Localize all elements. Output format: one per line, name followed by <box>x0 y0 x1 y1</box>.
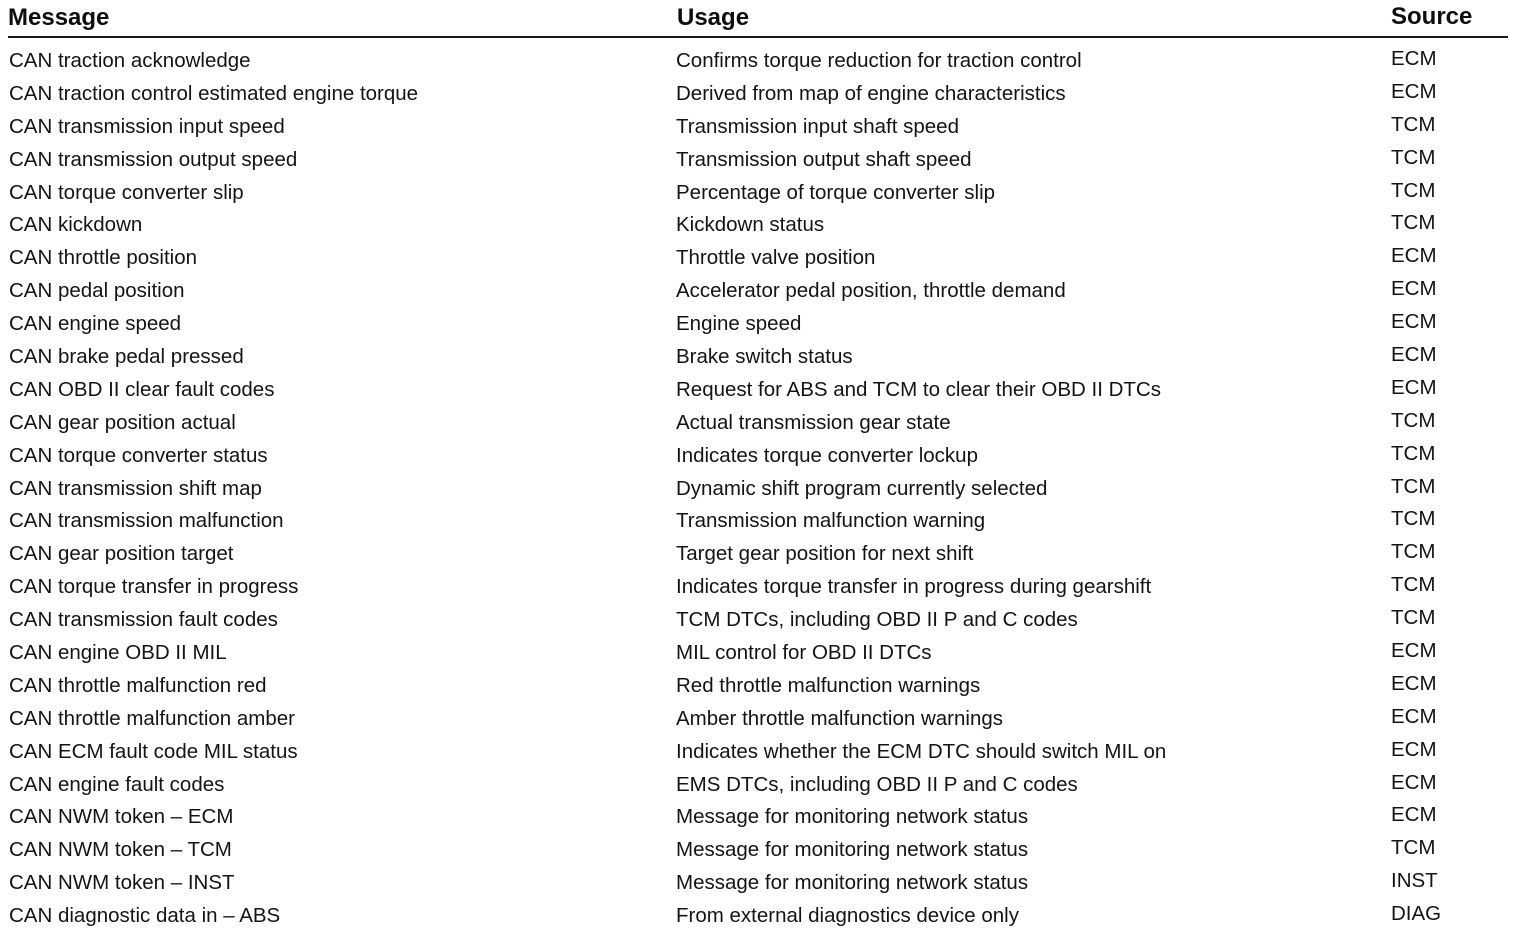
table-row <box>0 834 1520 867</box>
table-row <box>0 505 1520 538</box>
table-row <box>0 801 1520 834</box>
usage-cell: Indicates whether the ECM DTC should switch MIL on <box>676 739 1167 763</box>
source-cell: ECM <box>1391 671 1437 695</box>
usage-cell: Confirms torque reduction for traction control <box>676 49 1082 72</box>
message-cell: CAN OBD II clear fault codes <box>9 377 275 401</box>
table-row <box>0 703 1520 736</box>
message-cell: CAN kickdown <box>9 213 143 237</box>
usage-cell: Indicates torque converter lockup <box>676 443 978 467</box>
column-header-message: Message <box>8 4 110 31</box>
source-cell: TCM <box>1391 145 1436 169</box>
message-cell: CAN transmission fault codes <box>9 608 278 632</box>
table-row <box>0 637 1520 670</box>
usage-cell: MIL control for OBD II DTCs <box>676 641 932 665</box>
source-cell: ECM <box>1391 704 1437 728</box>
message-cell: CAN engine speed <box>9 312 182 336</box>
source-cell: TCM <box>1391 441 1436 465</box>
message-cell: CAN throttle malfunction amber <box>9 706 295 730</box>
table-row <box>0 867 1520 900</box>
usage-cell: EMS DTCs, including OBD II P and C codes <box>676 772 1078 796</box>
message-cell: CAN torque converter status <box>9 443 268 467</box>
message-cell: CAN engine OBD II MIL <box>9 641 227 665</box>
message-cell: CAN ECM fault code MIL status <box>9 739 298 763</box>
source-cell: TCM <box>1391 211 1436 235</box>
source-cell: TCM <box>1391 573 1436 597</box>
table-row <box>0 78 1520 111</box>
message-cell: CAN torque transfer in progress <box>9 575 299 599</box>
source-cell: TCM <box>1391 540 1436 564</box>
usage-cell: Message for monitoring network status <box>676 838 1029 862</box>
source-cell: ECM <box>1391 803 1437 827</box>
table-row <box>0 144 1520 177</box>
table-row <box>0 242 1520 275</box>
usage-cell: Brake switch status <box>676 345 853 369</box>
source-cell: ECM <box>1391 244 1437 268</box>
table-row <box>0 275 1520 308</box>
column-header-usage: Usage <box>677 4 750 31</box>
source-cell: ECM <box>1391 79 1437 103</box>
table-row <box>0 374 1520 407</box>
usage-cell: Dynamic shift program currently selected <box>676 476 1048 500</box>
source-cell: TCM <box>1391 606 1436 630</box>
usage-cell: Derived from map of engine characteristics <box>676 81 1066 105</box>
message-cell: CAN NWM token – ECM <box>9 805 234 829</box>
source-cell: TCM <box>1391 507 1436 531</box>
message-cell: CAN throttle malfunction red <box>9 673 267 697</box>
message-cell: CAN gear position target <box>9 542 234 566</box>
table-body <box>0 45 1520 933</box>
table-row <box>0 900 1520 933</box>
table-row <box>0 538 1520 571</box>
table-header <box>0 0 1520 40</box>
source-cell: ECM <box>1391 770 1437 794</box>
usage-cell: Transmission input shaft speed <box>676 114 959 138</box>
source-cell: TCM <box>1391 408 1436 432</box>
usage-cell: Target gear position for next shift <box>676 542 974 566</box>
message-cell: CAN traction control estimated engine torque <box>9 81 419 105</box>
table-row <box>0 571 1520 604</box>
source-cell: TCM <box>1391 836 1436 860</box>
table-row <box>0 407 1520 440</box>
usage-cell: Percentage of torque converter slip <box>676 180 996 204</box>
usage-cell: Transmission malfunction warning <box>676 509 986 533</box>
usage-cell: From external diagnostics device only <box>676 904 1019 928</box>
message-cell: CAN brake pedal pressed <box>9 345 244 369</box>
usage-cell: Throttle valve position <box>676 246 876 270</box>
usage-cell: Message for monitoring network status <box>676 805 1029 829</box>
table-row <box>0 45 1520 78</box>
source-cell: TCM <box>1391 178 1436 202</box>
table-row <box>0 736 1520 769</box>
message-cell: CAN torque converter slip <box>9 180 244 204</box>
usage-cell: Request for ABS and TCM to clear their OBD II DTCs <box>676 377 1161 401</box>
message-cell: CAN transmission malfunction <box>9 509 284 533</box>
table-row <box>0 341 1520 374</box>
column-header-source: Source <box>1391 3 1473 30</box>
usage-cell: Message for monitoring network status <box>676 871 1029 895</box>
usage-cell: Engine speed <box>676 312 802 336</box>
source-cell: ECM <box>1391 47 1437 70</box>
source-cell: ECM <box>1391 737 1437 761</box>
usage-cell: Amber throttle malfunction warnings <box>676 706 1004 730</box>
usage-cell: Transmission output shaft speed <box>676 147 972 171</box>
message-cell: CAN transmission output speed <box>9 147 298 171</box>
usage-cell: Indicates torque transfer in progress during gearshift <box>676 575 1152 599</box>
message-cell: CAN engine fault codes <box>9 772 225 796</box>
source-cell: ECM <box>1391 343 1437 367</box>
usage-cell: Actual transmission gear state <box>676 410 951 434</box>
source-cell: ECM <box>1391 310 1437 334</box>
message-cell: CAN traction acknowledge <box>9 49 251 72</box>
usage-cell: TCM DTCs, including OBD II P and C codes <box>676 608 1078 632</box>
message-cell: CAN gear position actual <box>9 410 236 434</box>
table-row <box>0 769 1520 802</box>
message-cell: CAN transmission shift map <box>9 476 262 500</box>
message-cell: CAN diagnostic data in – ABS <box>9 904 281 928</box>
source-cell: ECM <box>1391 277 1437 301</box>
source-cell: TCM <box>1391 112 1436 136</box>
source-cell: ECM <box>1391 375 1437 399</box>
usage-cell: Accelerator pedal position, throttle demand <box>676 279 1066 303</box>
message-cell: CAN throttle position <box>9 246 198 270</box>
table-row <box>0 604 1520 637</box>
source-cell: DIAG <box>1391 902 1442 926</box>
source-cell: TCM <box>1391 474 1436 498</box>
table-row <box>0 440 1520 473</box>
usage-cell: Kickdown status <box>676 213 825 237</box>
message-cell: CAN pedal position <box>9 279 185 303</box>
table-row <box>0 473 1520 506</box>
source-cell: INST <box>1391 869 1438 893</box>
table-row <box>0 209 1520 242</box>
message-cell: CAN transmission input speed <box>9 114 285 138</box>
table-row <box>0 670 1520 703</box>
message-cell: CAN NWM token – INST <box>9 871 235 895</box>
usage-cell: Red throttle malfunction warnings <box>676 673 981 697</box>
table-row <box>0 111 1520 144</box>
table-row <box>0 308 1520 341</box>
header-divider <box>8 36 1508 38</box>
source-cell: ECM <box>1391 639 1437 663</box>
table-row <box>0 177 1520 210</box>
message-cell: CAN NWM token – TCM <box>9 838 232 862</box>
